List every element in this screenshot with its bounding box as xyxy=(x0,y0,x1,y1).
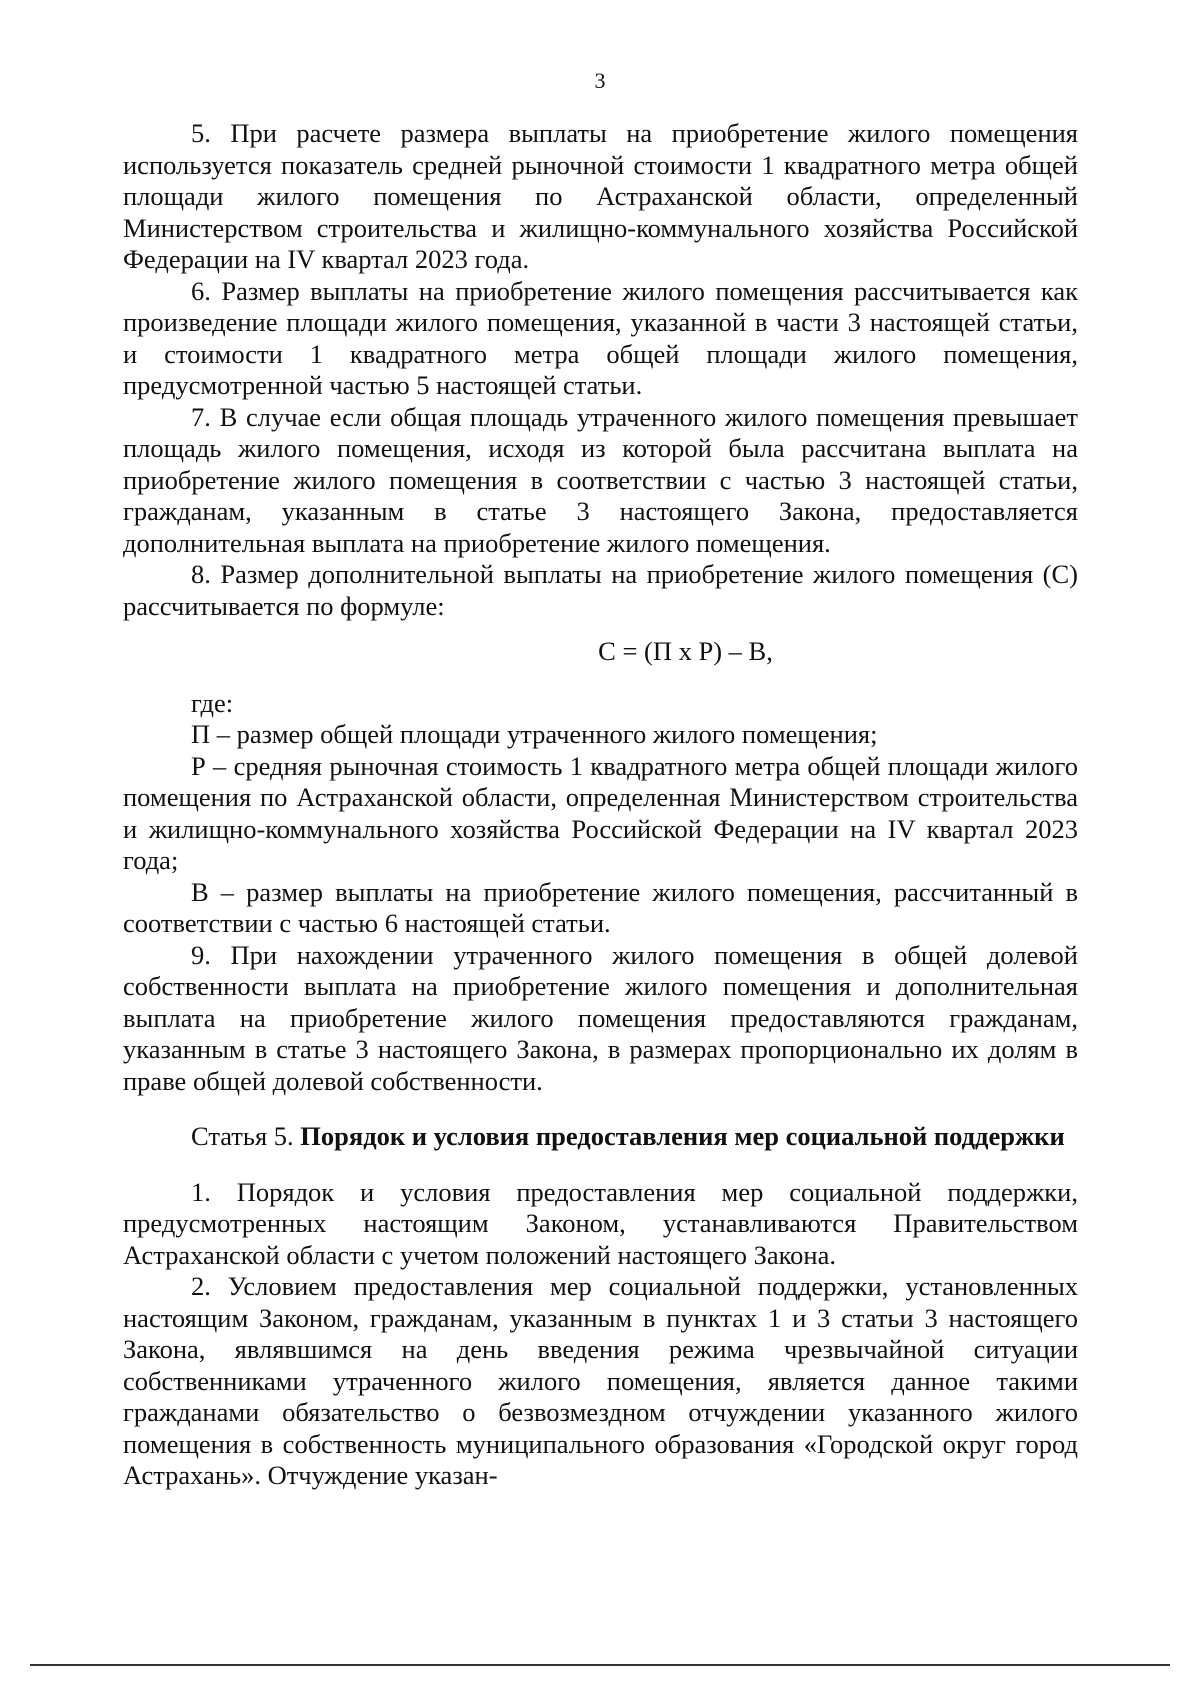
definition-v: В – размер выплаты на приобретение жилого помещения, рассчитанный в соответствии с частью 6 настоящей статьи. xyxy=(123,876,1078,938)
article-heading xyxy=(123,1121,1078,1153)
formula: С = (П х Р) – В, xyxy=(598,636,773,666)
paragraph-7: 7. В случае если общая площадь утраченного жилого помещения превышает площадь жилого помещения, исходя из которой была рассчитана выплата на приобретение жилого помещения в соответствии с частью 3 настоящей статьи, гражданам, указанным в статье 3 настоящего Закона, предоставляется дополнительная выплата на приобретение жилого помещения. xyxy=(123,401,1078,558)
definition-p: П – размер общей площади утраченного жилого помещения; xyxy=(191,719,878,749)
article-title: Порядок и условия предоставления мер социальной поддержки xyxy=(300,1121,1065,1151)
article-5-paragraph-2: 2. Условием предоставления мер социальной поддержки, установленных настоящим Законом, гражданам, указанным в пунктах 1 и 3 статьи 3 настоящего Закона, являвшимся на день введения режима чрезвычайной ситуации собственниками утраченного жилого помещения, является данное такими гражданами обязательство о безвозмездном отчуждении указанного жилого помещения в собственность муниципального образования «Городской округ город Астрахань». Отчуждение указан- xyxy=(123,1271,1078,1490)
where-label: где: xyxy=(191,687,234,718)
footer-divider xyxy=(30,1664,1170,1666)
article-label: Статья 5. xyxy=(191,1121,294,1151)
document-body xyxy=(123,118,1078,1492)
paragraph-9: 9. При нахождении утраченного жилого помещения в общей долевой собственности выплата на приобретение жилого помещения и дополнительная выплата на приобретение жилого помещения предоставляются гражданам, указанным в статье 3 настоящего Закона, в размерах пропорционально их долям в праве общей долевой собственности. xyxy=(123,939,1078,1096)
paragraph-6: 6. Размер выплаты на приобретение жилого помещения рассчитывается как произведение площади жилого помещения, указанной в части 3 настоящей статьи, и стоимости 1 квадратного метра общей площади жилого помещения, предусмотренной частью 5 настоящей статьи. xyxy=(123,275,1078,400)
page-number: 3 xyxy=(594,68,606,93)
article-5-paragraph-1: 1. Порядок и условия предоставления мер социальной поддержки, предусмотренных настоящим Законом, устанавливаются Правительством Астраханской области с учетом положений настоящего Закона. xyxy=(123,1176,1078,1270)
definition-r: Р – средняя рыночная стоимость 1 квадратного метра общей площади жилого помещения по Астраханской области, определенная Министерством строительства и жилищно-коммунального хозяйства Российской Федерации на IV квартал 2023 года; xyxy=(123,750,1078,875)
paragraph-5: 5. При расчете размера выплаты на приобретение жилого помещения используется показатель средней рыночной стоимости 1 квадратного метра общей площади жилого помещения по Астраханской области, определенный Министерством строительства и жилищно-коммунального хозяйства Российской Федерации на IV квартал 2023 года. xyxy=(123,118,1078,274)
paragraph-8: 8. Размер дополнительной выплаты на приобретение жилого помещения (С) рассчитывается по формуле: xyxy=(123,559,1078,621)
